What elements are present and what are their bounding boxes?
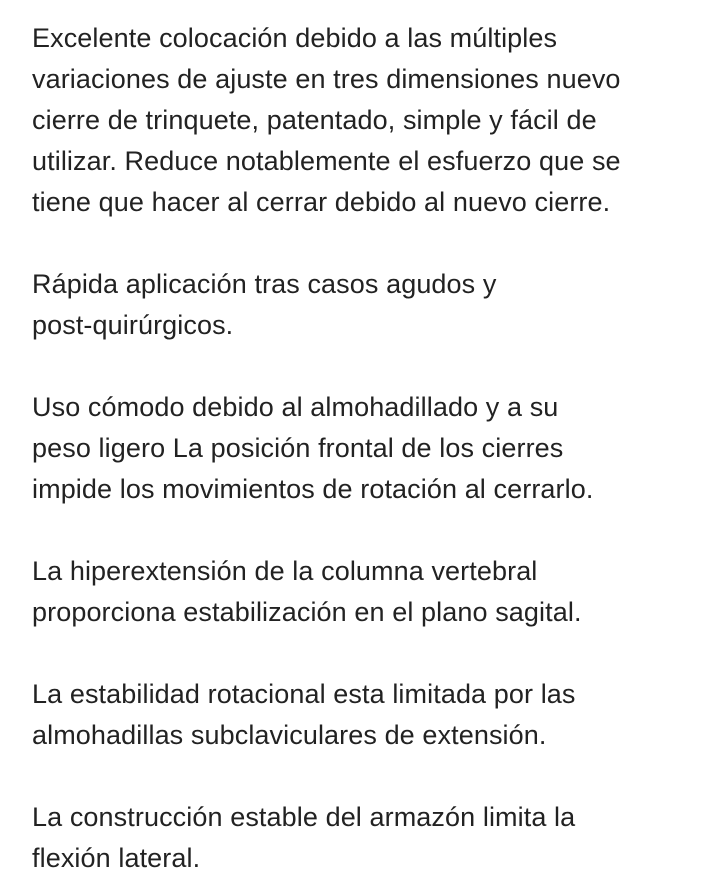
paragraph-comfort <box>32 387 702 510</box>
text-line: utilizar. Reduce notablemente el esfuerzo que se <box>32 146 621 176</box>
text-line: Uso cómodo debido al almohadillado y a su <box>32 392 559 422</box>
text-line: La hiperextensión de la columna vertebral <box>32 556 538 586</box>
text-line: cierre de trinquete, patentado, simple y fácil de <box>32 105 597 135</box>
paragraph-rotational-stability <box>32 674 702 756</box>
paragraph-fit <box>32 18 702 223</box>
text-line: tiene que hacer al cerrar debido al nuevo cierre. <box>32 187 611 217</box>
text-line: Excelente colocación debido a las múltiples <box>32 23 558 53</box>
text-line: La construcción estable del armazón limita la <box>32 802 576 832</box>
paragraph-application <box>32 264 702 346</box>
paragraph-frame-construction <box>32 797 702 879</box>
text-line: impide los movimientos de rotación al cerrarlo. <box>32 474 594 504</box>
text-line: variaciones de ajuste en tres dimensiones nuevo <box>32 64 621 94</box>
text-line: Rápida aplicación tras casos agudos y <box>32 269 497 299</box>
text-line: post-quirúrgicos. <box>32 310 234 340</box>
text-line: almohadillas subclaviculares de extensión. <box>32 720 547 750</box>
text-line: peso ligero La posición frontal de los cierres <box>32 433 564 463</box>
text-line: proporciona estabilización en el plano sagital. <box>32 597 582 627</box>
text-line: flexión lateral. <box>32 843 201 873</box>
answer-text-body <box>32 18 702 879</box>
paragraph-hyperextension <box>32 551 702 633</box>
text-line: La estabilidad rotacional esta limitada por las <box>32 679 576 709</box>
